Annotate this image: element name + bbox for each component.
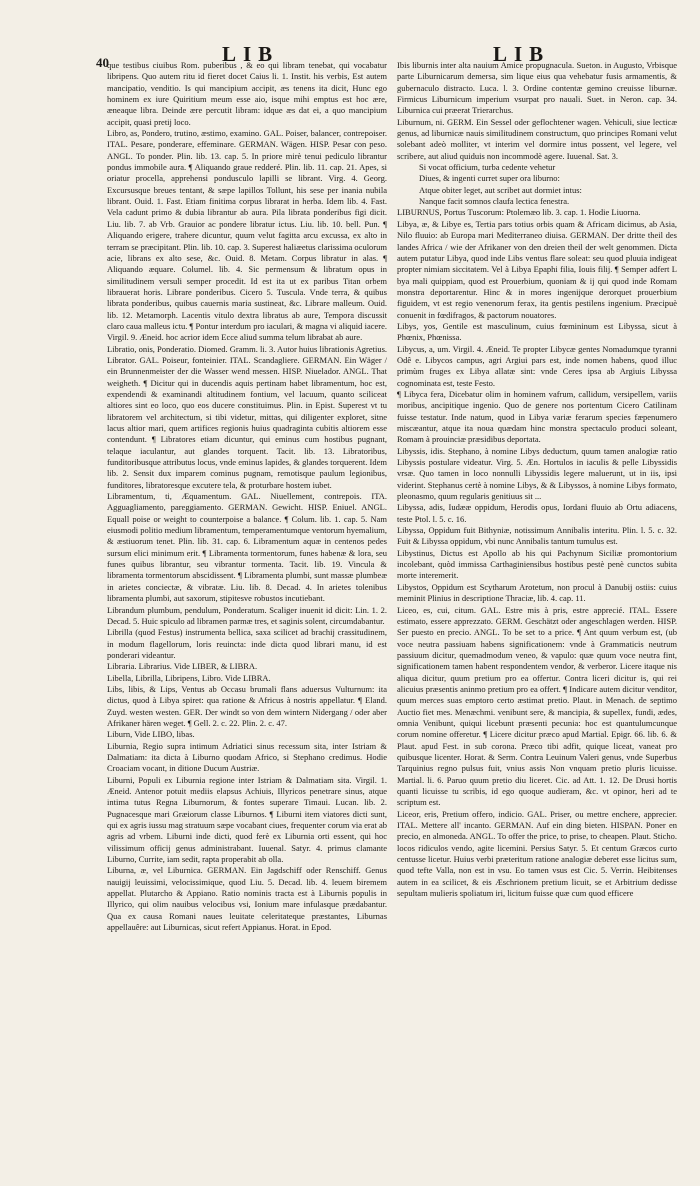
right-column [397, 60, 677, 1172]
verse-line: Nanque facit somnos claufa lectica fenestra. [419, 196, 570, 207]
entry-libramentum: Libramentum, ti, Æquamentum. GAL. Niuellement, contrepois. ITA. Agguagliamento, pareggiamento. GERMAN. Gewicht. HISP. Eniuel. ANGL. Equall poise or weight to counterpoise a balance. ¶ Colum. lib. 1. cap. 5. Nam eiusmodi politio medium libramentum, temperamentumque ventorum hyemalium, & æstiuorum tenet. Plin. lib. 31. cap. 6. Libramentum aquæ in centenos pedes sursum elici minimum erit. ¶ Libramenta tormentorum, funes habenæ & lora, seu funes quibus librantur, seu vibrantur tormenta. Tacit. lib. 19. Vincula & libramenta tormentorum abscidissent. ¶ Libramenta plumbi, sunt massæ plumbeæ in arietes conciectæ, & vibratæ. Liu. lib. 8. Decad. 4. In arietes tolenibus libramenta plumbi, aut saxorum, stipitesve robustos incutiebant. [107, 491, 387, 604]
entry-libyssis: Libyssis, idis. Stephano, à nomine Libys deductum, quum tamen analogiæ ratio Libyssis postulare videatur. Virg. 5. Æn. Hortulos in iaculis & pelle Libyssidis vrsæ. Quo tamen in loco nonnulli Libyssidis legere maluerunt, ut in iis, ipsi viderint. Stephanus certè à nomine Libys, & & Libyssos, à nomine Libys formato, pleonasmo, quum regularis genitiuus sit ... [397, 445, 677, 502]
entry-libystos: Libystos, Oppidum est Scytharum Arotetum, non procul à Danubij ostiis: cuius meminit Plinius in descriptione Thraciæ, lib. 4. cap. 11. [397, 581, 677, 604]
verse-line: Atque obiter leget, aut scribet aut dormiet intus: [419, 184, 582, 195]
entry-libyca-fera: ¶ Libyca fera, Dicebatur olim in hominem vafrum, callidum, versipellem, variis moribus, ancipitique ingenio. Quo de genere nos portentum Cicero Catilinam fuisse testatur. Inde natum, quod in Libya variæ ferarum species fæpenumero miscæantur, atque ita noua quædam hinc monstra spectaculo produci soleant, Romam à prouinciæ præsidibus deportata. [397, 388, 677, 445]
entry-libs: Libs, libis, & Lips, Ventus ab Occasu brumali flans aduersus Vulturnum: ita dictus, quod à Libya spiret: qua ratione & Africus à nostris appellatur. ¶ Eland. Zuyd. westen westen. GER. Der windt so von dem wintern Nidergang / oder aber Afrikaner hären weget. ¶ Gell. 2. c. 22. Plin. 2. c. 47. [107, 683, 387, 728]
verse-line: Diues, & ingenti curret super ora liburno: [419, 173, 560, 184]
entry-libella: Libella, Librilla, Libripens, Libro. Vide LIBRA. [107, 672, 271, 683]
entry-liburnus: LIBURNUS, Portus Tuscorum: Ptolemæo lib. 3. cap. 1. Hodie Liuorna. [397, 207, 641, 218]
verse-line: Si vocat officium, turba cedente vehetur [419, 162, 556, 173]
entry-libraria: Libraria. Librarius. Vide LIBER, & LIBRA. [107, 661, 258, 672]
entry-liburnum: Liburnum, ni. GERM. Ein Sessel oder geflochtener wagen. Vehiculi, siue lecticæ genus, ad liburnicæ nauis similitudinem constructum, quo principes Romani velut solebant adeò molliter, vt interim vel dormire intus possent, vel legere, vel scribere, aut aliud quiduis non incommodè agere. Iuuenal. Sat. 3. [397, 116, 677, 161]
entry-liburnia: Liburnia, Regio supra intimum Adriatici sinus recessum sita, inter Istriam & Dalmatiam: ita dicta à Liburno quodam Africo, si Stephano credimus. Hodie Croaciam vocant, in ditione Ducum Austriæ. [107, 740, 387, 774]
entry-libycus: Libycus, a, um. Virgil. 4. Æneid. Te propter Libycæ gentes Nomadumque tyranni Odê e. Libycos campus, agri Argiui pars est, inde nomen habens, quod illuc primùm fruges ex Libya allatæ sint: vnde Ceres ipsa ab Argiuis Libyssa cognominata est, teste Festo. [397, 343, 677, 388]
entry-liburni: Liburni, Populi ex Liburnia regione inter Istriam & Dalmatiam sita. Virgil. 1. Æneid. Antenor potuit mediis elapsus Achiuis, Illyricos penetrare sinus, atque intima tutus Regna Liburnorum, & fontes superare Timaui. Lucan. lib. 2. Pugnacesque mari Græiorum classe Liburnos. ¶ Liburni item viatores dicti sunt, qui ex agris iussu mag stratuum sæpe vocabant ciues, frequenter corum via erat ab agris ad vrbem. Liburni inde dicti, quod ferè ex Liburnia orti essent, qui hoc vilissimum officij genus administrabant. Iuuenal. Satyr. 4. primus clamante Liburno, Currite, iam sedit, rapta properabit ab olla. [107, 774, 387, 865]
entry-librilla: Librilla (quod Festus) instrumenta bellica, saxa scilicet ad brachij crassitudinem, in modum flagellorum, loris reuincta: inde dicta quod librari manu, id est ponderari videantur. [107, 627, 387, 660]
entry-liburna-cont: Ibis liburnis inter alta nauium Amice propugnacula. Sueton. in Augusto, Vrbisque parte Liburnicarum demersa, sim lique eius qua vehebatur fusis armamentis, & gubernaculo distracto. Luca. l. 3. Ordine contentæ gemino creuisse liburnæ. Firmicus Liburnicum imperium vsurpat pro nauali. Suet. in Neron. cap. 34. Liburnica cui præerat Trierarchus. [397, 60, 677, 116]
entry-libyssa: Libyssa, Oppidum fuit Bithyniæ, notissimum Annibalis interitu. Plin. l. 5. c. 32. Fuit & Libyssa oppidum, vbi nunc Annibalis tantum tumulus est. [397, 525, 677, 547]
entry-librator: Librator. GAL. Poiseur, fonteinier. ITAL. Scandagliere. GERMAN. Ein Wäger / ein Brunnenmeister der die Wasser wend messen. HISP. Niuelador. ANGL. That weigheth. ¶ Dicitur qui in ducendis aquis pertinam habet libramentum, hoc est, expendendi & examinandi altitudinem fontium, vel lacuum, quanto sciliceat altiores sint eo loco, quo eos ducere constituimus. Plin. in Epist. Superest vt tu libratorem vel architectum, si tibi videtur, mittas, qui diligenter exploret, sitne lacus altior mari, quem artifices regionis huius quadraginta cubitis altiorem esse contendunt. ¶ Libratores etiam dicuntur, qui eminus cum hostibus pugnant, telaque iaculantur, aut glandes torquent. Tacit. lib. 13. Libratoribus, funditoribusque attributus locus, vnde eminus lapides, & glandes torquerent. Idem lib. 2. Sensit dux imparem cominus pugnam, remotisque paulum legionibus, funditores, libratoresque excutere tela, & proturbare hostem iubet. [107, 354, 387, 490]
entry-libro: Libro, as, Pondero, trutino, æstimo, examino. GAL. Poiser, balancer, contrepoiser. ITAL. Pesare, ponderare, effeminare. GERMAN. Wägen. HISP. Pesar con peso. ANGL. To ponder. Plin. lib. 13. cap. 5. In priore mirè tenui pediculo librantur pondus immobile aura. ¶ Aliquando graue redderé. Plin. lib. 11. cap. 21. Apes, si oriatur procella, apprehensi pondusculo lapilli se librant. Virg. 4. Georg. Excursusque breues tentant, & sæpe lapillos Tollunt, his sese per inania nubila librant. Ouid. 1. Fast. Etiam finitima corpus librarat in herba. Idem lib. 4. Fast. Vela cadunt primo & dubia librantur ab aura. Pila librata ponderibus figi dicit. Liu. lib. 7. ab Vrb. Grauior ac pondere libratur ictus. Liu. lib. 10. bell. Pun. ¶ Aliquando erigere, trahere dicuntur, quum velut fagitta arcu excussa, ex alto in terram se præcipitant. Plin. lib. 10. cap. 3. Superest haliæetus clarissima oculorum acie, librans ex alto sese, &c. Ouid. 8. Metam. Corpus libratur in alas. ¶ Aliquando æquare. Columel. lib. 4. Sic permensum & libratum opus in similitudinem versuli semper procedit. Id est ita ut ex paribus Titan orbem librauerat horis. Librare ponderibus. Cicero 5. Tuscula. Vnde terra, & quibus librata ponderibus, quibus cauernis maria sustineat, &c. Librare malleum. Ouid. lib. 12. Metamorph. Lacentis vitulo dextra libratus ab aure, Tempora discussit claro caua malleus ictu. ¶ Pontur interdum pro iaculari, & magna vi aliquid iacere. Virgil. 9. Æneid. hoc acrior idem Ecce aliud summa telum librabat ab aure. [107, 128, 387, 343]
entry-liceor: Liceor, eris, Pretium offero, indicio. GAL. Priser, ou mettre enchere, apprecier. ITAL. Mettere all' incanto. GERMAN. Auf ein ding bieten. HISPAN. Poner en precio, en almoneda. ANGL. To offer the price, to prise, to cheapen. Plaut. Sticho. locos ridiculos vendo, agite licemini. Persius Satyr. 5. Et centum Græcos curto centusse licetur. Huius verbi præteritum ratione analogiæ deberet esse licitus sum, quod tefte Valla, non est in vsu. Eo tamen vsus est Cic. 5. Verrin. Heibitenses autem in ea scilicet, & eis Æschrionem pretium licuit, se et Arbitrium dedisse sepultam mulieris spoliatum iri, licitum fuisse quæ cum quod efficere [397, 808, 677, 899]
entry-libyas: Libyssa, adis, Iudææ oppidum, Herodis opus, Iordani fluuio ab Ortu adiacens, teste Ptol. l. 5. c. 16. [397, 502, 677, 524]
page-number: 40 [96, 55, 109, 70]
entry-libum: Liburn, Vide LIBO, libas. [107, 729, 195, 740]
entry-liburna: Liburna, æ, vel Liburnica. GERMAN. Ein Jagdschiff oder Renschiff. Genus nauigij leuissimi, velocissimique, quod Liu. 5. Decad. lib. 4. leuem biremem appellat. Plutarcho & Appiano. Ratio nominis tracta est à Liburnis populis in Illyrico, qui olim nauibus velocibus vsi, Ionium mare infulasque prædabantur. Qua ex causa Romani naues leuitate celeritateque præstantes, Liburnas appellauêre: aut Liburnicas, sicut refert Appianus. Horat. in Epod. [107, 865, 387, 933]
entry-libystinus: Libystinus, Dictus est Apollo ab his qui Pachynum Siciliæ promontorium incolebant, quòd immissa Carthaginiensibus hostibus pestè penè cunctos subita morte interemerit. [397, 547, 677, 581]
entry-libys: Libys, yos, Gentile est masculinum, cuius fœmininum est Libyssa, sicut à Phœnix, Phœnissa. [397, 320, 677, 343]
running-head-right: LIB [493, 42, 551, 66]
left-column [107, 60, 387, 1172]
entry-liceo: Liceo, es, cui, citum. GAL. Estre mis à pris, estre apprecié. ITAL. Essere estimato, essere apprezzato. GERM. Geschätzt oder angeschlagen werden. HISP. Ser puesto en precio. ANGL. To be set to a price. ¶ Ant quum verbum est, (ub voce neutra passiuam habens significationem: vnde à Grammaticis neutrum passiuum dicitur, quemadmodum veneo, & vapulo: quæ quum voce neutra fint, significationem tamen habent respondentem vendor, & verberor. Licere itaque nis aliqua dicitur, quum pretium pro ea offertur. Contra liceri dicitur is, qui rei alicuius præsentis aninmo pretium pro ea offert. ¶ Indicare autem dicitur venditor, quum merces suas emptoro certo æstimat pretio. Plaut. in Menach. de septimo Auctio fiet mes. Menæchmi. venibunt sere, & mancipia, & supellex, fundi, ædes, omnia Venibunt, quiqui licebunt præsenti pecunia: hoc est quantulumcunque corum nomine offeretur. ¶ Licere dicitur præco apud Martial. Epigr. 66. lib. 6. & Plaut. apud Fest. in sub corona. Præco tibi adfit, quique liceat, vaneat pro quibusque licenter. Horat. & Serm. Contra Leuinum Valeri genus, vnde Superbus Tarquinius regno pulsus fuit, vnius assis Non vnquam pretio pluris licuisse. Martial. li. 6. Paruo quum pretio diu liceret. Cic. ad Att. 1. 12. De Drusi hortis quanti licuisse tu scribis, id ego quoque audieram, &c. vt opinor, heri ad te scriptum est. [397, 604, 677, 808]
entry-libya: Libya, æ, & Libye es, Tertia pars totius orbis quam & Africam dicimus, ab Asia, Nilo fluuio: ab Europa mari Mediterraneo diuisa. GERMAN. Der dritte theil des landes Africa / wie der Afrikaner von den dreien theil der welt genommen. Dicta autem putatur Libya, quod inde Libs ventus flare soleat: seu quod pluuia indigeat propter nimiam siccitatem. Vel à Libya Epaphi filia, Iouis filij. ¶ Semper adfert L bya mali quippiam, quod est Prouerbium, quoniam & ij qui quod inde Romam monstra deportarentur. Hinc & in mores ingenijque derorquet prouerbium figuidem, vt est regio venenorum ferax, ita gentis pestilens ingenium. Præcipuè conuenit in fœdifragos, & pactorum nouatores. [397, 218, 677, 320]
entry-libratio: Libratio, onis, Ponderatio. Diomed. Gramm. li. 3. Autor huius librationis Agretius. [107, 343, 387, 354]
entry-libramen: Librandum plumbum, pendulum, Ponderatum. Scaliger inuenit id dicit: Lin. 1. 2. Decad. 5. Huic spiculo ad libramen parmæ tres, et saginis solent, circumdabantur. [107, 604, 387, 626]
running-head-left: LIB [222, 42, 280, 66]
entry-libripens-cont: que testibus ciuibus Rom. puberibus , & eo qui libram tenebat, qui vocabatur libripens. Quo autem ritu id fieret docet Caius li. 1. Instit. his verbis, Est autem mancipatio, venditio. Is qui mancipium accipit, æs tenens ita dicit, Hunc ego hominem ex iure Quiritium meum esse aio, isque mihi emptus est hoc ære, æneaque libra. Deinde ære percutit libram: idque æs dat ei, a quo mancipium accipit, quasi pretij loco. [107, 60, 387, 127]
